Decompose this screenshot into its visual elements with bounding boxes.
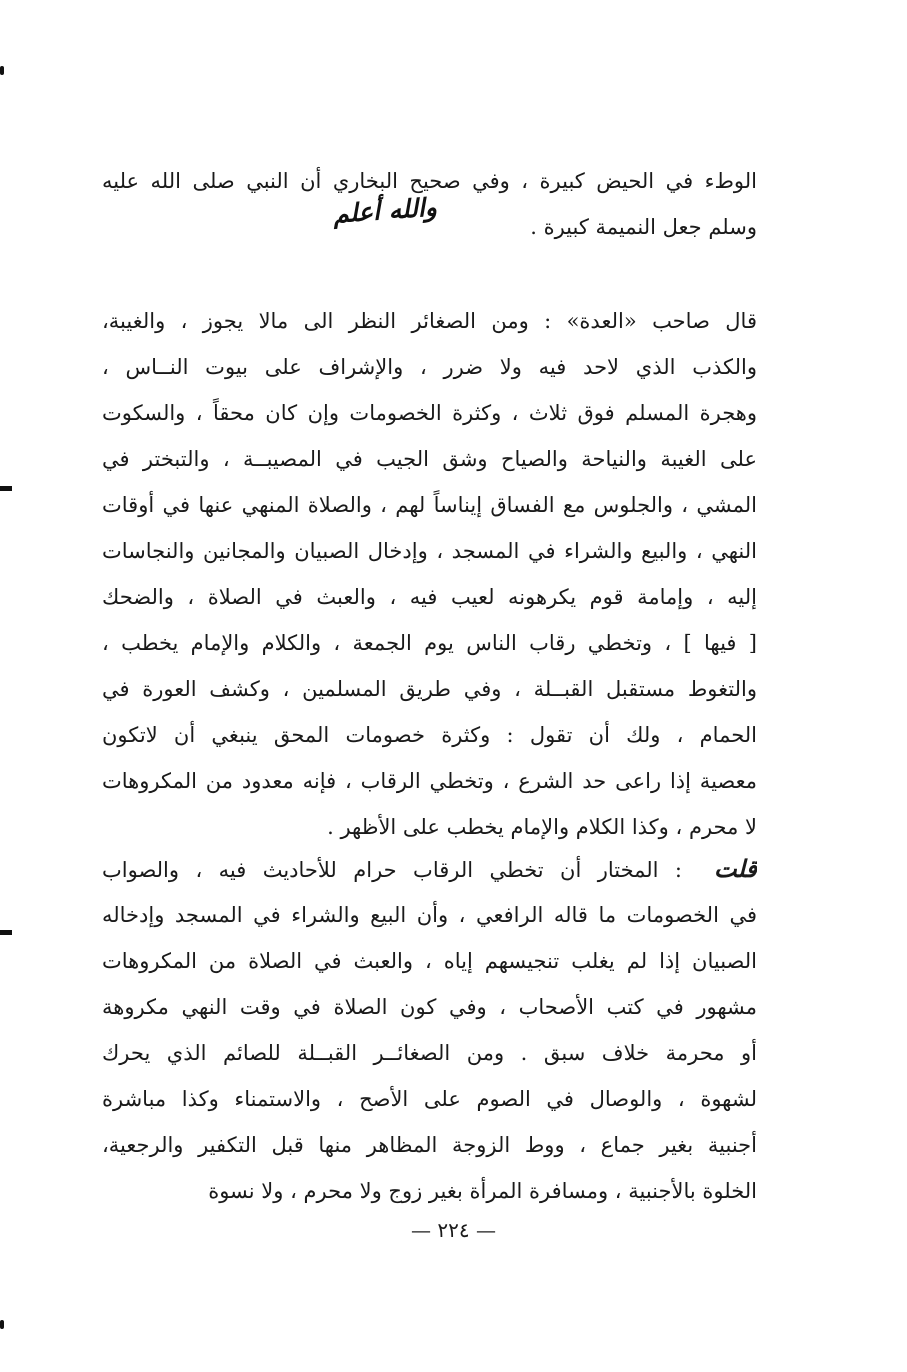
text-line: الصبيان إذا لم يغلب تنجيسهم إياه ، والعبث في الصلاة من المكروهات	[102, 949, 757, 973]
text-line: الوطء في الحيض كبيرة ، وفي صحيح البخاري أن النبي صلى الله عليه	[102, 169, 757, 193]
qultu-label: قلت	[714, 854, 757, 883]
scan-margin-mark	[0, 930, 12, 935]
text-line: قال صاحب «العدة» : ومن الصغائر النظر الى مالا يجوز ، والغيبة،	[102, 309, 757, 333]
scan-margin-mark	[0, 66, 4, 75]
text-line: أو محرمة خلاف سبق . ومن الصغائــر القبــلة للصائم الذي يحرك	[102, 1041, 757, 1065]
text-line: والكذب الذي لاحد فيه ولا ضرر ، والإشراف على بيوت النــاس ،	[102, 355, 757, 379]
text-line: مشهور في كتب الأصحاب ، وفي كون الصلاة في وقت النهي مكروهة	[102, 995, 757, 1019]
text-line: الخلوة بالأجنبية ، ومسافرة المرأة بغير زوج ولا محرم ، ولا نسوة	[208, 1179, 757, 1203]
text-line	[102, 846, 757, 892]
text-line: أجنبية بغير جماع ، ووط الزوجة المظاهر منها قبل التكفير والرجعية،	[102, 1133, 757, 1157]
text-line: والتغوط مستقبل القبــلة ، وفي طريق المسلمين ، وكشف العورة في	[102, 677, 757, 701]
text-line: المشي ، والجلوس مع الفساق إيناساً لهم ، والصلاة المنهي عنها في أوقات	[102, 493, 757, 517]
scan-margin-mark	[0, 1320, 4, 1329]
text-line: النهي ، والبيع والشراء في المسجد ، وإدخال الصبيان والمجانين والنجاسات	[102, 539, 757, 563]
text-line: [ فيها ] ، وتخطي رقاب الناس يوم الجمعة ، والكلام والإمام يخطب ،	[102, 631, 757, 655]
paragraph-2	[102, 298, 757, 850]
first-line-text: : المختار أن تخطي الرقاب حرام للأحاديث فيه ، والصواب	[102, 858, 683, 882]
text-line: لا محرم ، وكذا الكلام والإمام يخطب على الأظهر .	[327, 815, 757, 839]
text-line: وسلم جعل النميمة كبيرة .	[530, 215, 757, 239]
text-line: على الغيبة والنياحة والصياح وشق الجيب في المصيبــة ، والتبختر في	[102, 447, 757, 471]
handwritten-signature: والله أعلم	[332, 192, 438, 229]
text-line: وهجرة المسلم فوق ثلاث ، وكثرة الخصومات وإن كان محقاً ، والسكوت	[102, 401, 757, 425]
page-number: — ٢٢٤ —	[411, 1218, 496, 1242]
text-line: معصية إذا راعى حد الشرع ، وتخطي الرقاب ، فإنه معدود من المكروهات	[102, 769, 757, 793]
text-line: إليه ، وإمامة قوم يكرهونه لعيب فيه ، والعبث في الصلاة ، والضحك	[102, 585, 757, 609]
text-line: الحمام ، ولك أن تقول : وكثرة خصومات المحق ينبغي أن لاتكون	[102, 723, 757, 747]
scan-margin-mark	[0, 486, 12, 491]
text-line: لشهوة ، والوصال في الصوم على الأصح ، والاستمناء وكذا مباشرة	[102, 1087, 757, 1111]
text-line: في الخصومات ما قاله الرافعي ، وأن البيع والشراء في المسجد وإدخاله	[102, 903, 757, 927]
paragraph-3	[102, 846, 757, 1214]
